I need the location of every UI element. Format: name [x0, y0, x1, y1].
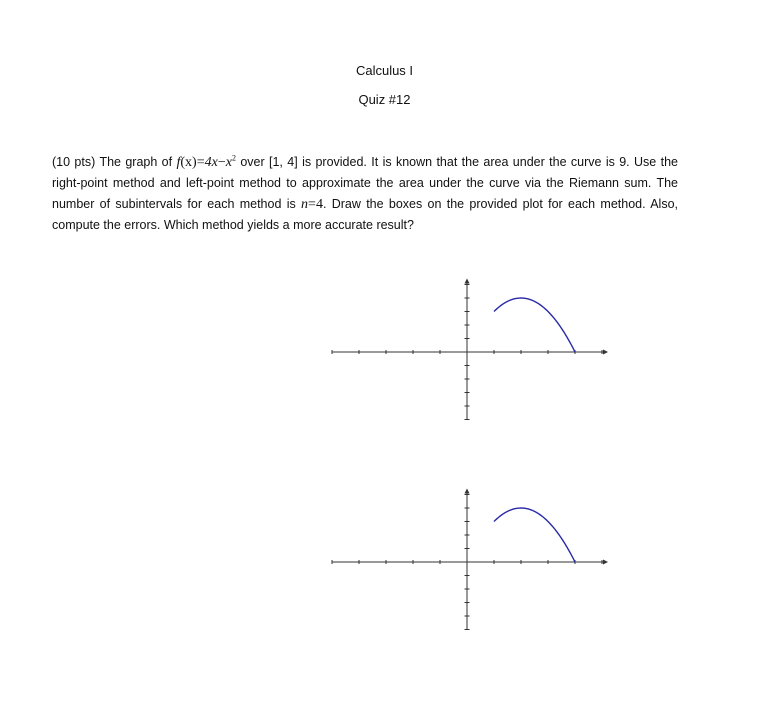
problem-statement [52, 152, 678, 236]
function-argument: (x) [180, 155, 197, 170]
left-point-plot [330, 480, 615, 650]
function-name: f [176, 155, 181, 170]
course-title: Calculus I [355, 63, 414, 78]
function-curve [494, 508, 575, 562]
subinterval-var: n [301, 197, 309, 212]
function-equals: = [196, 155, 205, 170]
problem-text-outro: . Draw the boxes on the provided plot for each method. Also, compute the errors. Which method yields a more accurate result? [52, 197, 678, 232]
function-curve [494, 298, 575, 352]
function-term-a: 4x [204, 155, 218, 170]
quiz-title: Quiz #12 [358, 92, 411, 107]
subinterval-value: 4 [315, 197, 323, 212]
x-axis-arrow [603, 350, 608, 355]
function-term-b: x [225, 155, 232, 170]
problem-points: (10 pts) [52, 155, 96, 169]
y-axis-arrow [465, 279, 470, 284]
function-minus: − [217, 155, 226, 170]
subinterval-equals: = [308, 197, 316, 212]
function-exponent: 2 [231, 153, 236, 163]
problem-text-body: over [1, 4] is provided. It is known that the area under the curve is 9. Use the right-point method and left-point method to approximate the area under the curve via the Riemann sum. The number of subintervals for each method is [52, 155, 678, 211]
right-point-plot [330, 270, 615, 440]
subinterval-count [301, 197, 323, 212]
problem-text-intro: The graph of [99, 155, 173, 169]
function-expression [176, 155, 235, 170]
x-axis-arrow [603, 560, 608, 565]
y-axis-arrow [465, 489, 470, 494]
